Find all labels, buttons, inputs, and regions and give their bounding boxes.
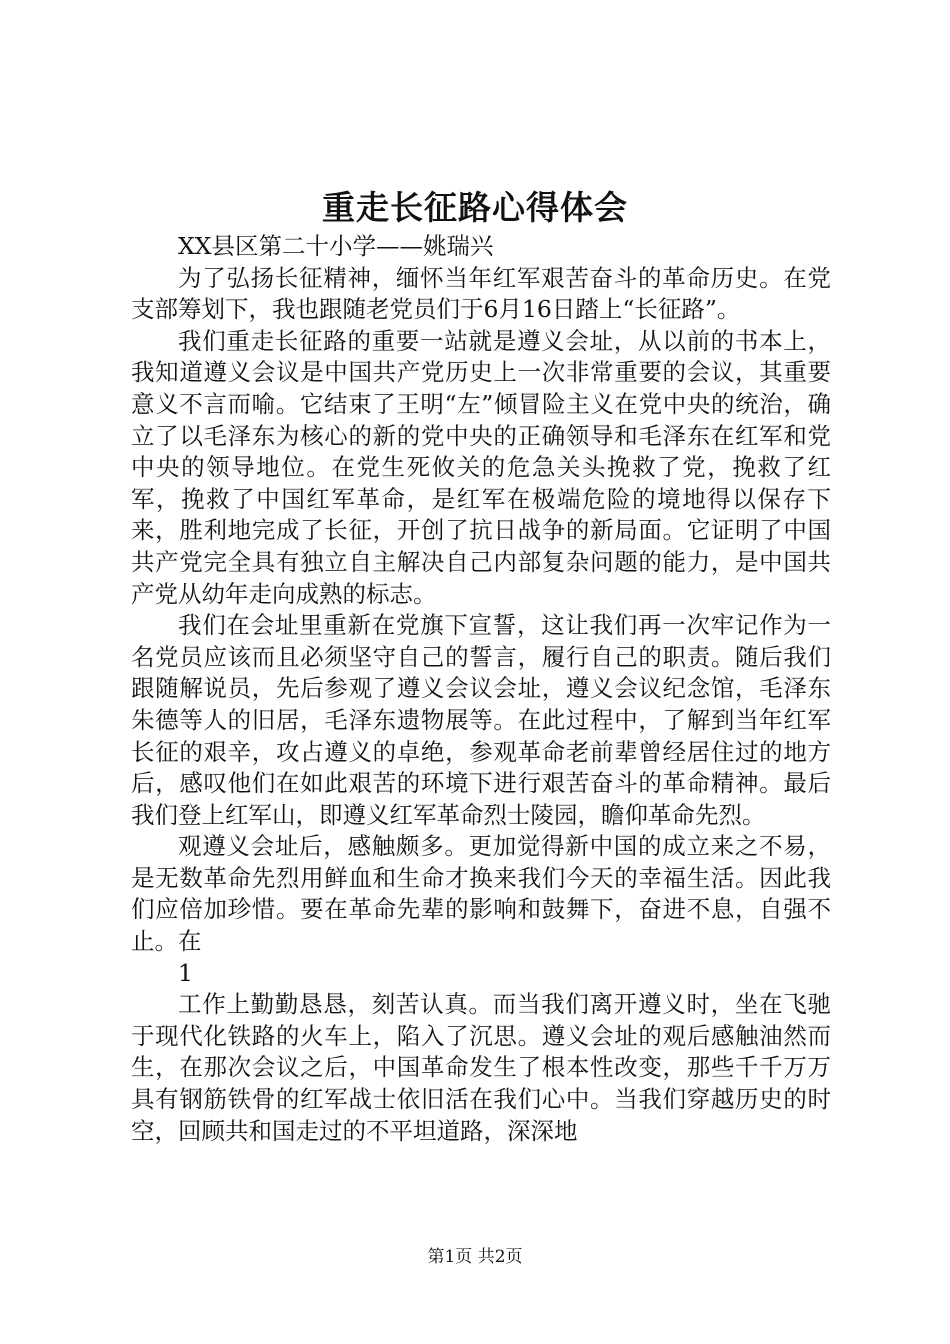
document-title: 重走长征路心得体会 xyxy=(322,188,628,227)
paragraph-visit: 我们在会址里重新在党旗下宣誓，这让我们再一次牢记作为一名党员应该而且必须坚守自己的誓言，履行自己的职责。随后我们跟随解说员，先后参观了遵义会议会址，遵义会议纪念馆，毛泽东朱德等人的旧居，毛泽东遗物展等。在此过程中，了解到当年红军长征的艰辛，攻占遵义的卓绝，参观革命老前辈曾经居住过的地方后，感叹他们在如此艰苦的环境下进行艰苦奋斗的革命精神。最后我们登上红军山，即遵义红军革命烈士陵园，瞻仰革命先烈。 xyxy=(131,611,831,829)
page-footer: 第1页 共2页 xyxy=(427,1247,523,1267)
inline-page-number: 1 xyxy=(178,958,193,987)
paragraph-reflection: 观遵义会址后，感触颇多。更加觉得新中国的成立来之不易，是无数革命先烈用鲜血和生命才换来我们今天的幸福生活。因此我们应倍加珍惜。要在革命先辈的影响和鼓舞下，奋进不息，自强不止。在 xyxy=(131,832,831,956)
paragraph-zunyi-meeting: 我们重走长征路的重要一站就是遵义会址，从以前的书本上，我知道遵义会议是中国共产党历史上一次非常重要的会议，其重要意义不言而喻。它结束了王明“左”倾冒险主义在党中央的统治，确立了以毛泽东为核心的新的党中央的正确领导和毛泽东在红军和党中央的领导地位。在党生死攸关的危急关头挽救了党，挽救了红军，挽救了中国红军革命，是红军在极端危险的境地得以保存下来，胜利地完成了长征，开创了抗日战争的新局面。它证明了中国共产党完全具有独立自主解决自己内部复杂问题的能力，是中国共产党从幼年走向成熟的标志。 xyxy=(131,326,831,608)
paragraph-intro: 为了弘扬长征精神，缅怀当年红军艰苦奋斗的革命历史。在党支部筹划下，我也跟随老党员们于6月16日踏上“长征路”。 xyxy=(131,263,831,324)
paragraph-continuation: 工作上勤勤恳恳，刻苦认真。而当我们离开遵义时，坐在飞驰于现代化铁路的火车上，陷入了沉思。遵义会址的观后感触油然而生，在那次会议之后，中国革命发生了根本性改变，那些千千万万具有钢筋铁骨的红军战士依旧活在我们心中。当我们穿越历史的时空，回顾共和国走过的不平坦道路，深深地 xyxy=(131,990,831,1145)
author-line: XX县区第二十小学——姚瑞兴 xyxy=(178,232,494,260)
document-body xyxy=(131,231,831,1147)
